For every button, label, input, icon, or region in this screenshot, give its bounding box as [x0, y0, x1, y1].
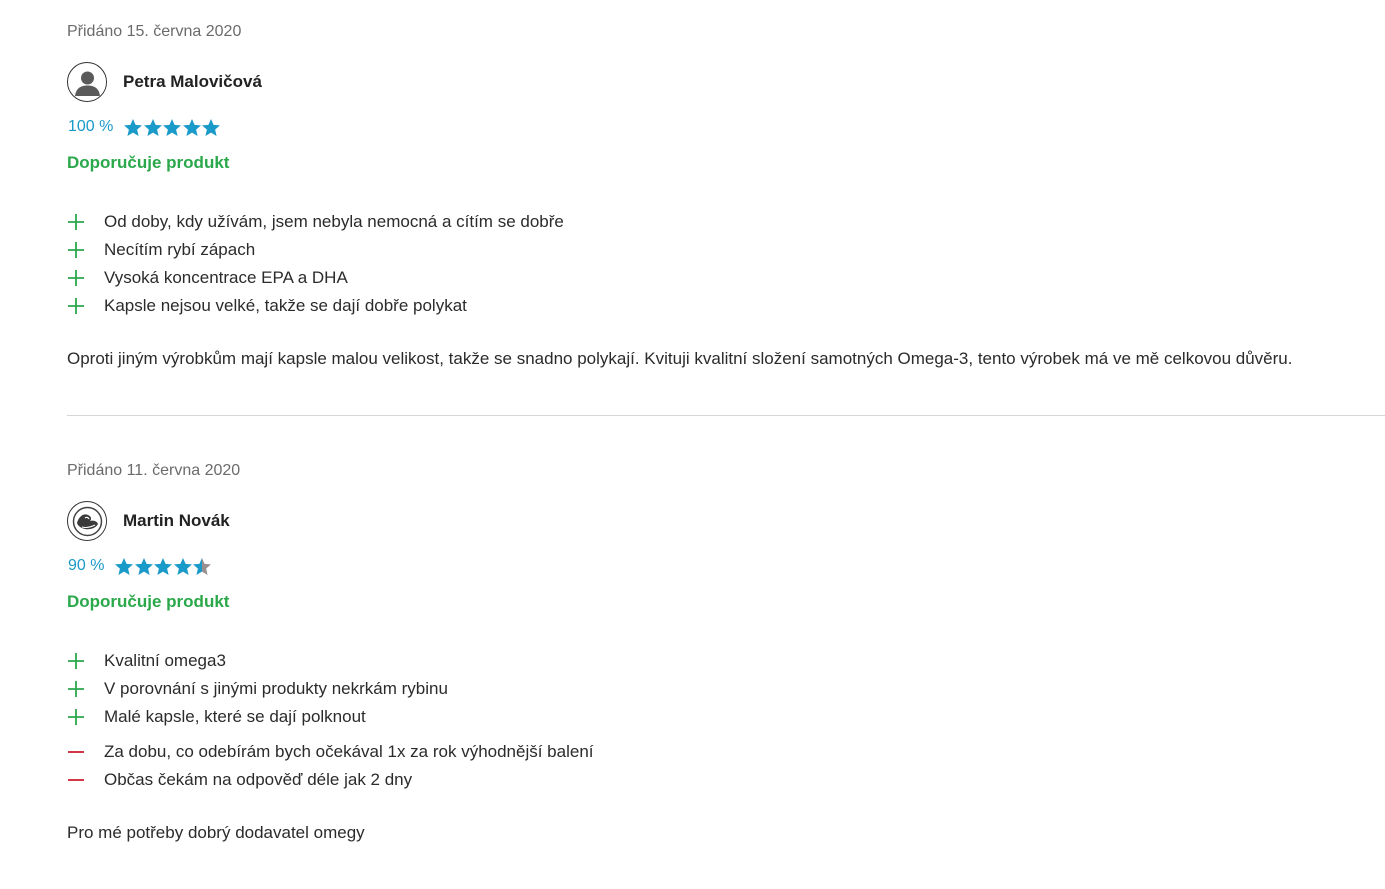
plus-icon	[67, 708, 104, 726]
plus-icon	[67, 241, 104, 259]
star-icon	[134, 557, 154, 576]
minus-icon	[67, 771, 104, 789]
plus-icon	[67, 297, 104, 315]
pro-item	[67, 208, 1385, 236]
pro-item	[67, 675, 1385, 703]
pro-item	[67, 264, 1385, 292]
plus-icon	[67, 213, 104, 231]
con-text: Za dobu, co odebírám bych očekával 1x za rok výhodnější balení	[104, 742, 594, 761]
plus-icon	[67, 269, 104, 287]
star-icon	[114, 557, 134, 576]
review-date: Přidáno 11. června 2020	[67, 462, 241, 479]
plus-icon	[67, 652, 104, 670]
author-name: Petra Malovičová	[123, 72, 262, 91]
review-date: Přidáno 15. června 2020	[67, 23, 242, 40]
pro-text: Kvalitní omega3	[104, 651, 226, 670]
user-silhouette-icon	[67, 62, 107, 102]
review-author	[67, 61, 1385, 103]
star-icon	[173, 557, 193, 576]
pros-cons-list	[67, 208, 1385, 320]
star-icon	[192, 557, 212, 576]
star-icon	[182, 118, 202, 137]
star-icon	[201, 118, 221, 137]
con-item	[67, 766, 1385, 794]
recommend-label: Doporučuje produkt	[67, 153, 230, 172]
star-icon	[123, 118, 143, 137]
pros-cons-list	[67, 647, 1385, 794]
minus-icon	[67, 743, 104, 761]
star-icon	[143, 118, 163, 137]
star-icon	[162, 118, 182, 137]
rating-stars	[114, 557, 212, 576]
con-text: Občas čekám na odpověď déle jak 2 dny	[104, 770, 413, 789]
pro-item	[67, 292, 1385, 320]
review-author	[67, 500, 1385, 542]
pro-text: Malé kapsle, které se dají polknout	[104, 707, 366, 726]
pro-item	[67, 703, 1385, 731]
pro-text: Kapsle nejsou velké, takže se dají dobře polykat	[104, 296, 467, 315]
plus-icon	[67, 680, 104, 698]
review-text: Pro mé potřeby dobrý dodavatel omegy	[67, 823, 365, 842]
rating	[67, 554, 1385, 578]
rating	[67, 115, 1385, 139]
rating-percent: 100 %	[68, 118, 114, 135]
flexing-arm-logo-icon	[67, 501, 107, 541]
pro-item	[67, 236, 1385, 264]
author-name: Martin Novák	[123, 511, 230, 530]
review	[0, 461, 1385, 844]
pro-text: V porovnání s jinými produkty nekrkám rybinu	[104, 679, 448, 698]
rating-stars	[123, 118, 221, 137]
con-item	[67, 738, 1385, 766]
star-icon	[153, 557, 173, 576]
pro-text: Od doby, kdy užívám, jsem nebyla nemocná a cítím se dobře	[104, 212, 564, 231]
review-divider	[67, 415, 1385, 416]
review-text: Oproti jiným výrobkům mají kapsle malou velikost, takže se snadno polykají. Kvituji kvalitní složení samotných Omega-3, tento výrobek má ve mě celkovou důvěru.	[67, 349, 1293, 368]
recommend-label: Doporučuje produkt	[67, 592, 230, 611]
pro-text: Necítím rybí zápach	[104, 240, 256, 259]
pro-item	[67, 647, 1385, 675]
rating-percent: 90 %	[68, 557, 105, 574]
pro-text: Vysoká koncentrace EPA a DHA	[104, 268, 348, 287]
review	[0, 0, 1385, 370]
